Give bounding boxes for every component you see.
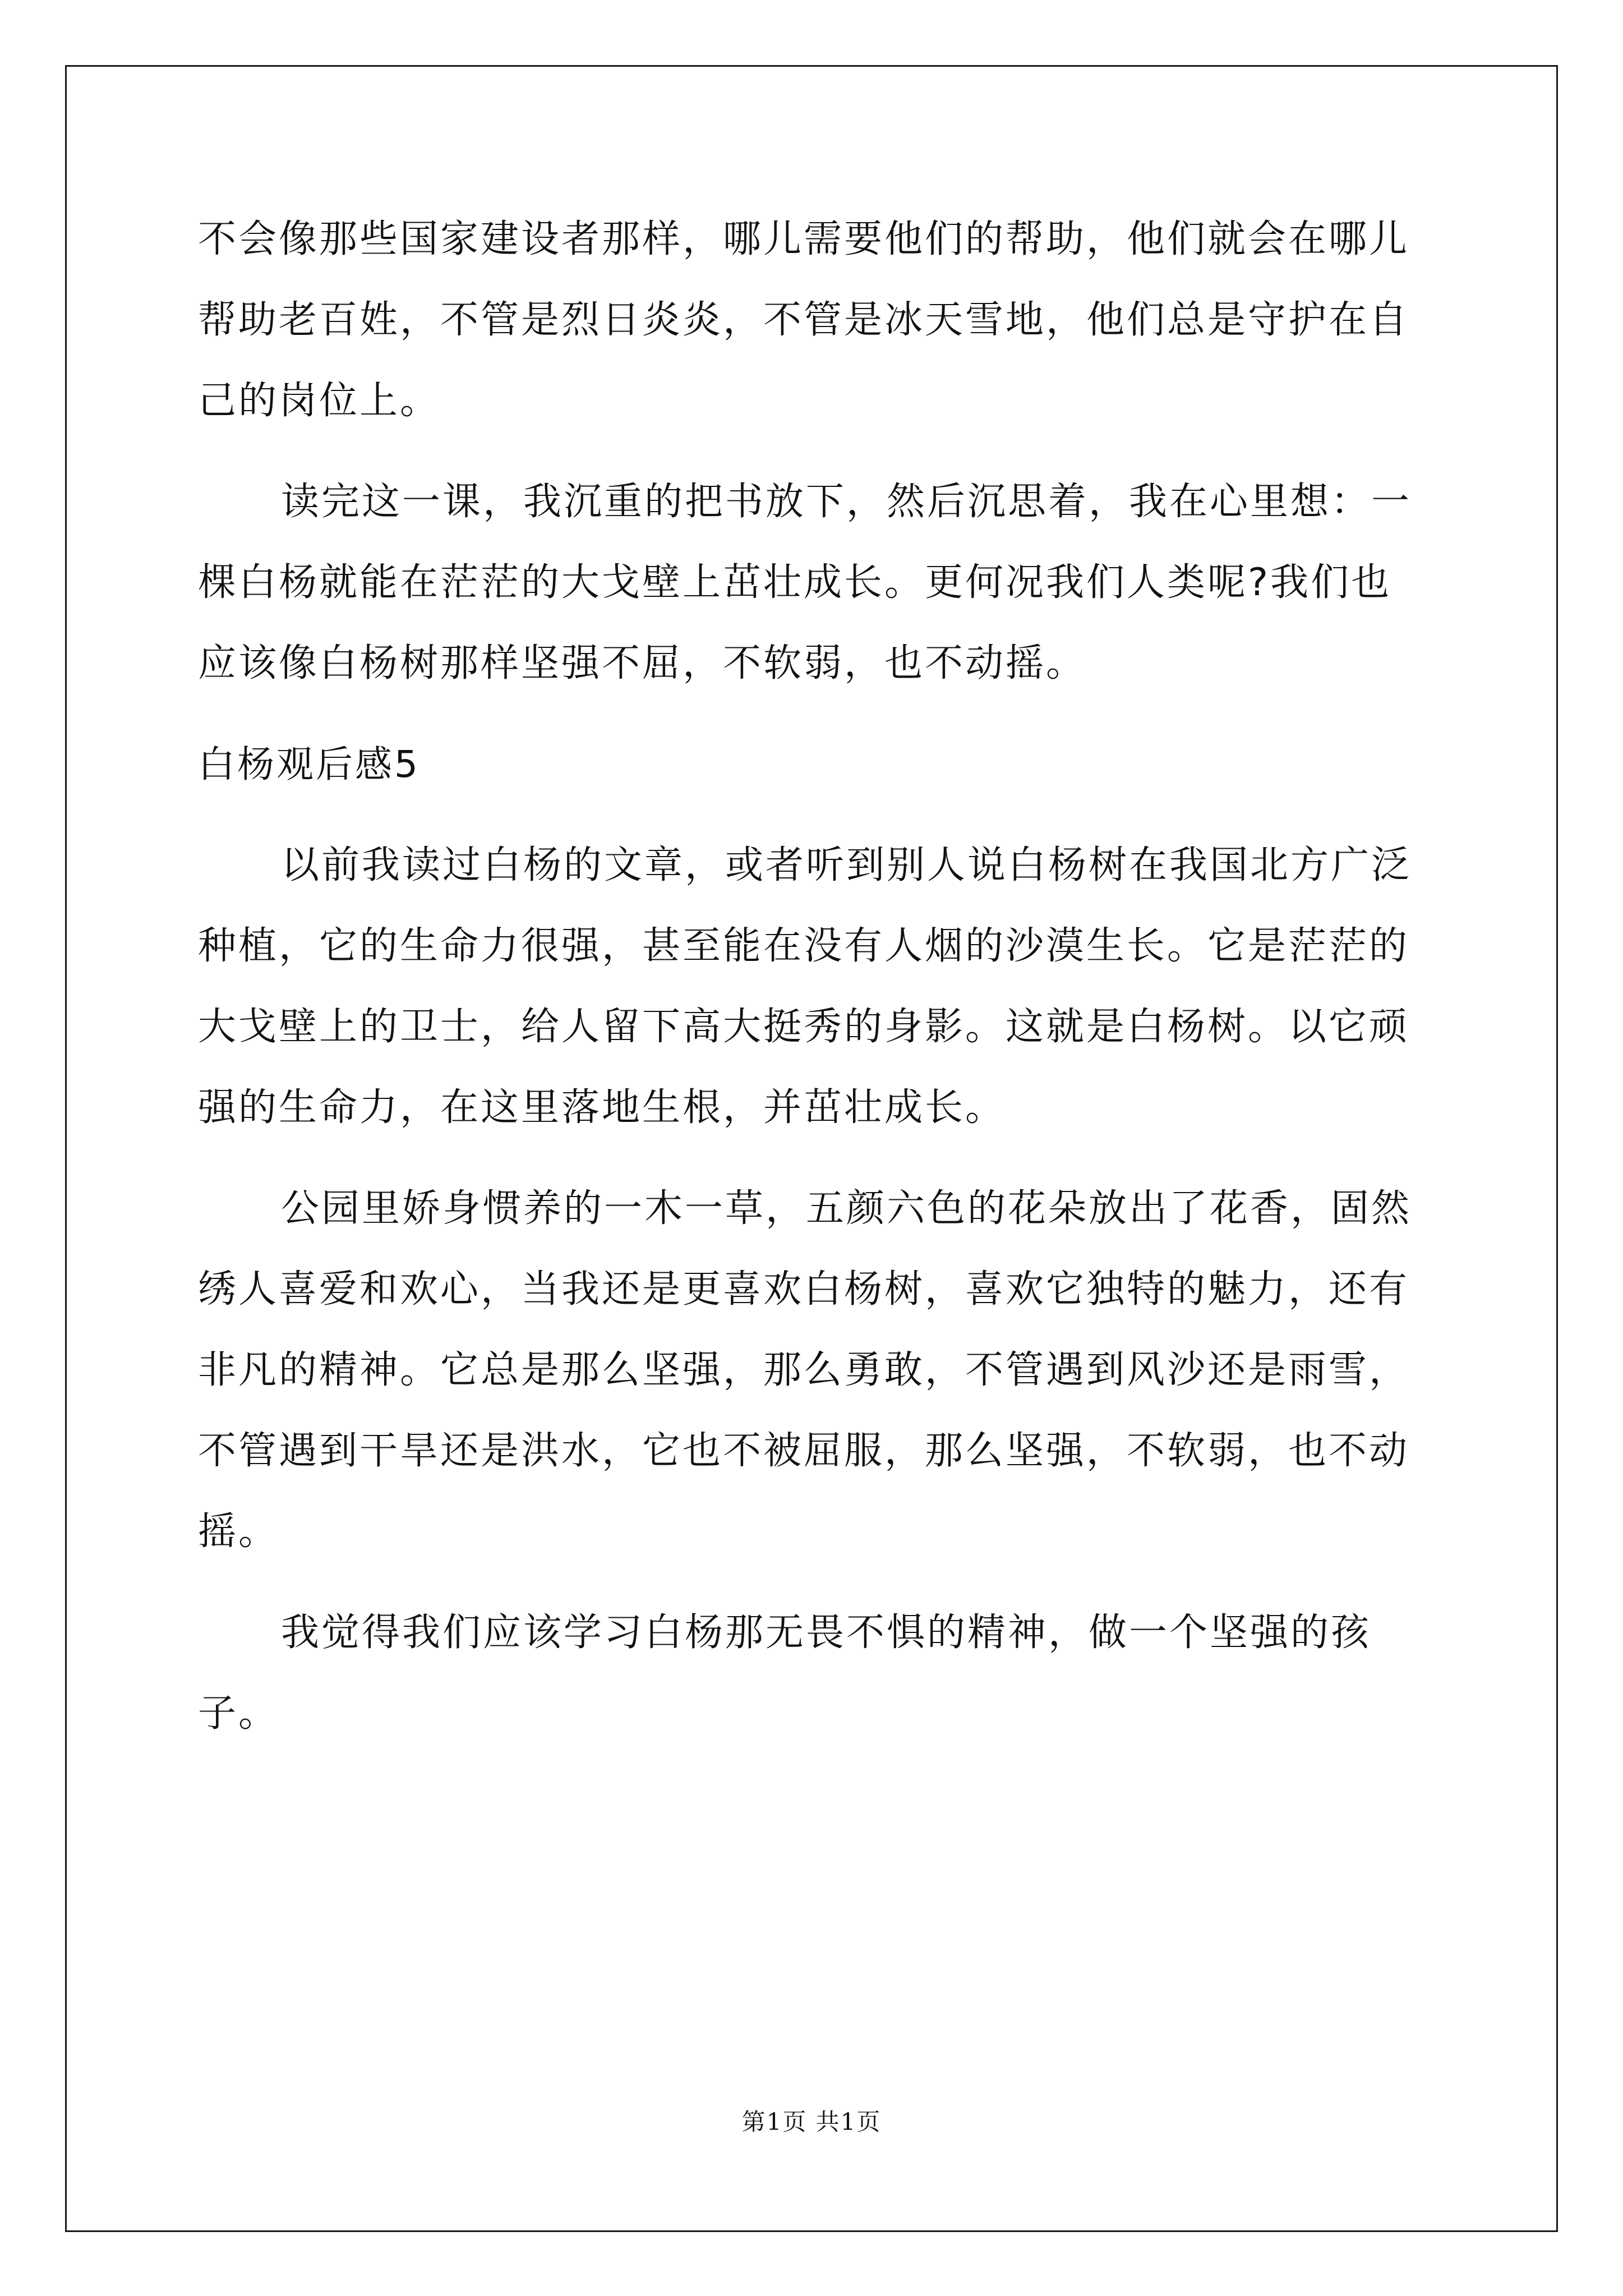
page-number-footer: 第1页 共1页 xyxy=(741,2108,882,2136)
paragraph-1: 不会像那些国家建设者那样，哪儿需要他们的帮助，他们就会在哪儿帮助老百姓，不管是烈日炎炎，不管是冰天雪地，他们总是守护在自己的岗位上。 xyxy=(198,217,1410,423)
paragraph-5: 我觉得我们应该学习白杨那无畏不惧的精神，做一个坚强的孩子。 xyxy=(198,1611,1372,1736)
paragraph-4: 公园里娇身惯养的一木一草，五颜六色的花朵放出了花香，固然绣人喜爱和欢心，当我还是更喜欢白杨树，喜欢它独特的魅力，还有非凡的精神。它总是那么坚强，那么勇敢，不管遇到风沙还是雨雪，不管遇到干旱还是洪水，它也不被屈服，那么坚强，不软弱，也不动摇。 xyxy=(198,1186,1412,1554)
document-body xyxy=(198,199,1432,1774)
section-heading: 白杨观后感5 xyxy=(198,743,420,786)
paragraph-2: 读完这一课，我沉重的把书放下，然后沉思着，我在心里想：一棵白杨就能在茫茫的大戈壁上茁壮成长。更何况我们人类呢?我们也应该像白杨树那样坚强不屈，不软弱，也不动摇。 xyxy=(198,480,1412,685)
paragraph-3: 以前我读过白杨的文章，或者听到别人说白杨树在我国北方广泛种植，它的生命力很强，甚至能在没有人烟的沙漠生长。它是茫茫的大戈壁上的卫士，给人留下高大挺秀的身影。这就是白杨树。以它顽强的生命力，在这里落地生根，并茁壮成长。 xyxy=(198,843,1412,1130)
